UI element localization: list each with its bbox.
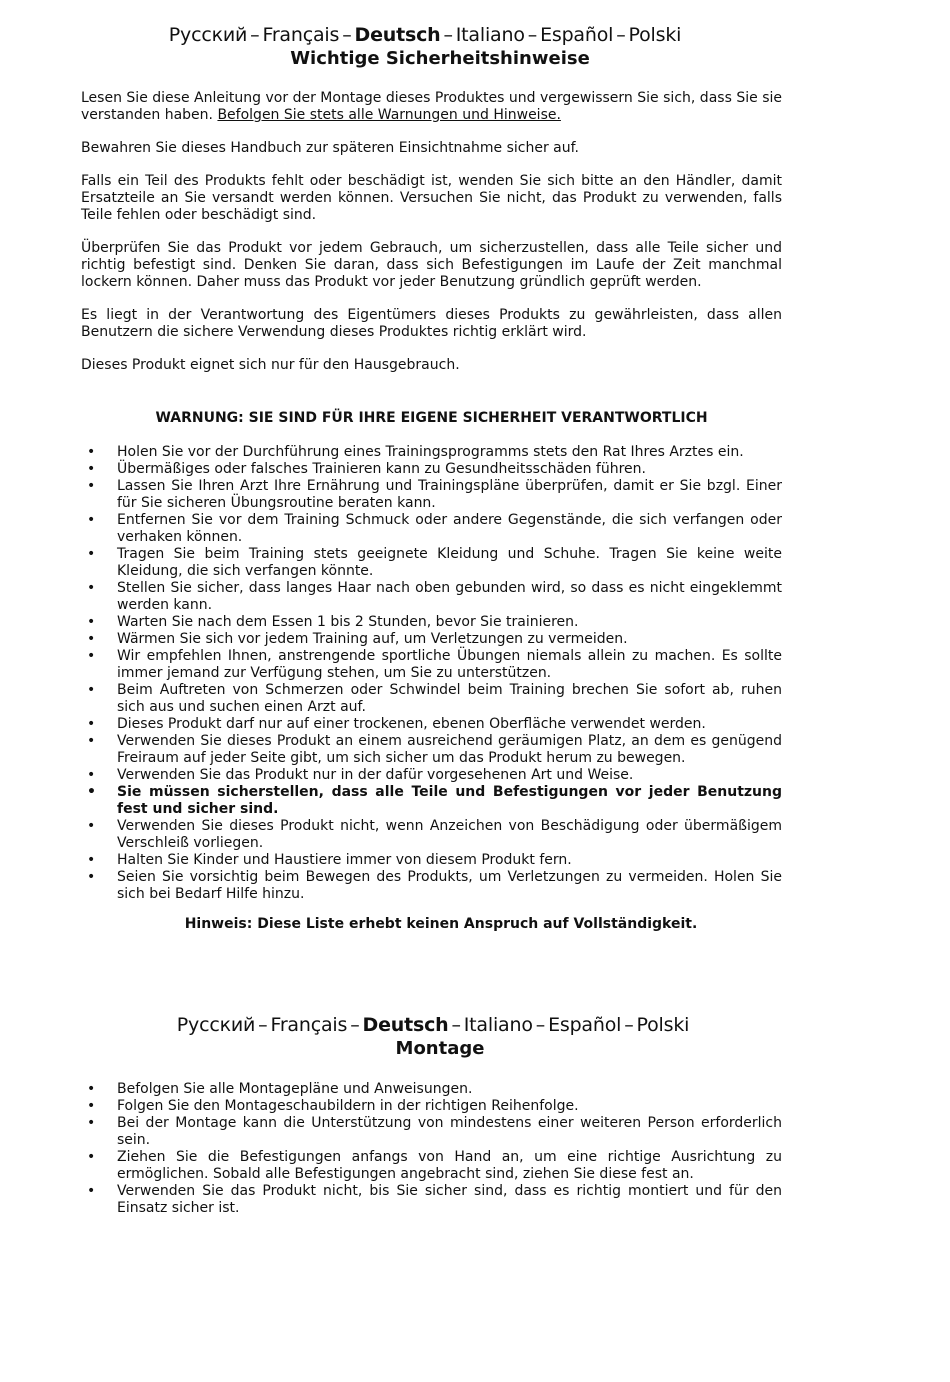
list-item: • Wärmen Sie sich vor jedem Training auf, um Verletzungen zu vermeiden. (81, 631, 782, 648)
intro-paragraph-6: Dieses Produkt eignet sich nur für den Hausgebrauch. (81, 357, 460, 373)
language-bar: Русский – Français – Deutsch – Italiano – Español – Polski (168, 24, 682, 46)
lang-polish: Polski (628, 24, 682, 46)
intro-p1-underlined: Befolgen Sie stets alle Warnungen und Hinweise. (217, 107, 561, 123)
list-item: • Verwenden Sie das Produkt nicht, bis Sie sicher sind, dass es richtig montiert und für den Einsatz sicher ist. (81, 1183, 782, 1217)
lang-spanish: Español (548, 1014, 622, 1036)
list-item: • Bei der Montage kann die Unterstützung von mindestens einer weiteren Person erforderlich sein. (81, 1115, 782, 1149)
assembly-list (81, 1081, 782, 1217)
lang-french: Français (262, 24, 340, 46)
list-item: • Folgen Sie den Montageschaubildern in der richtigen Reihenfolge. (81, 1098, 782, 1115)
intro-paragraph-1 (81, 90, 782, 124)
list-item: • Verwenden Sie dieses Produkt nicht, wenn Anzeichen von Beschädigung oder übermäßigem Verschleiß vorliegen. (81, 818, 782, 852)
intro-paragraph-3: Falls ein Teil des Produkts fehlt oder beschädigt ist, wenden Sie sich bitte an den Händler, damit Ersatzteile an Sie versandt werden können. Versuchen Sie nicht, das Produkt zu verwenden, falls Teile fehlen oder beschädigt sind. (81, 173, 782, 223)
warning-note: Hinweis: Diese Liste erhebt keinen Anspruch auf Vollständigkeit. (184, 916, 698, 932)
list-item: • Wir empfehlen Ihnen, anstrengende sportliche Übungen niemals allein zu machen. Es sollte immer jemand zur Verfügung stehen, um Sie zu unterstützen. (81, 648, 782, 682)
list-item: • Befolgen Sie alle Montagepläne und Anweisungen. (81, 1081, 782, 1098)
lang-italian: Italiano (455, 24, 525, 46)
list-item: • Verwenden Sie dieses Produkt an einem ausreichend geräumigen Platz, an dem es genügend Freiraum auf jeder Seite gibt, um sich sicher um das Produkt herum zu bewegen. (81, 733, 782, 767)
list-item: • Seien Sie vorsichtig beim Bewegen des Produkts, um Verletzungen zu vermeiden. Holen Sie sich bei Bedarf Hilfe hinzu. (81, 869, 782, 903)
lang-french: Français (270, 1014, 348, 1036)
list-item: • Holen Sie vor der Durchführung eines Trainingsprogramms stets den Rat Ihres Arztes ein. (81, 444, 782, 461)
intro-paragraph-5: Es liegt in der Verantwortung des Eigentümers dieses Produkts zu gewährleisten, dass allen Benutzern die sichere Verwendung dieses Produktes richtig erklärt wird. (81, 307, 782, 340)
warning-list (81, 444, 782, 903)
list-item: • Lassen Sie Ihren Arzt Ihre Ernährung und Trainingspläne überprüfen, damit er Sie bzgl. Einer für Sie sicheren Übungsroutine beraten kann. (81, 478, 782, 512)
lang-russian: Русский (168, 24, 248, 46)
lang-russian: Русский (176, 1014, 256, 1036)
language-bar: Русский – Français – Deutsch – Italiano – Español – Polski (176, 1014, 690, 1036)
section-title-safety: Wichtige Sicherheitshinweise (290, 48, 590, 69)
list-item: • Dieses Produkt darf nur auf einer trockenen, ebenen Oberfläche verwendet werden. (81, 716, 782, 733)
lang-german: Deutsch (354, 24, 441, 46)
intro-text (81, 90, 782, 390)
list-item: • Halten Sie Kinder und Haustiere immer von diesem Produkt fern. (81, 852, 782, 869)
list-item: • Sie müssen sicherstellen, dass alle Teile und Befestigungen vor jeder Benutzung fest und sicher sind. (81, 784, 782, 818)
list-item: • Verwenden Sie das Produkt nur in der dafür vorgesehenen Art und Weise. (81, 767, 782, 784)
lang-spanish: Español (540, 24, 614, 46)
list-item: • Ziehen Sie die Befestigungen anfangs von Hand an, um eine richtige Ausrichtung zu ermöglichen. Sobald alle Befestigungen angebracht sind, ziehen Sie diese fest an. (81, 1149, 782, 1183)
intro-paragraph-2: Bewahren Sie dieses Handbuch zur späteren Einsichtnahme sicher auf. (81, 140, 579, 156)
list-item: • Stellen Sie sicher, dass langes Haar nach oben gebunden wird, so dass es nicht eingeklemmt werden kann. (81, 580, 782, 614)
section-title-assembly: Montage (395, 1038, 485, 1059)
intro-p1-text: Lesen Sie diese Anleitung vor der Montage dieses Produktes und vergewissern Sie sich, dass Sie sie verstanden haben. (81, 90, 782, 123)
list-item: • Übermäßiges oder falsches Trainieren kann zu Gesundheitsschäden führen. (81, 461, 782, 478)
warning-heading: WARNUNG: SIE SIND FÜR IHRE EIGENE SICHERHEIT VERANTWORTLICH (155, 410, 708, 426)
lang-polish: Polski (636, 1014, 690, 1036)
lang-italian: Italiano (463, 1014, 533, 1036)
list-item: • Beim Auftreten von Schmerzen oder Schwindel beim Training brechen Sie sofort ab, ruhen sich aus und suchen einen Arzt auf. (81, 682, 782, 716)
lang-german: Deutsch (362, 1014, 449, 1036)
list-item: • Entfernen Sie vor dem Training Schmuck oder andere Gegenstände, die sich verfangen oder verhaken können. (81, 512, 782, 546)
list-item: • Warten Sie nach dem Essen 1 bis 2 Stunden, bevor Sie trainieren. (81, 614, 782, 631)
list-item: • Tragen Sie beim Training stets geeignete Kleidung und Schuhe. Tragen Sie keine weite Kleidung, die sich verfangen könnte. (81, 546, 782, 580)
intro-paragraph-4: Überprüfen Sie das Produkt vor jedem Gebrauch, um sicherzustellen, dass alle Teile sicher und richtig befestigt sind. Denken Sie daran, dass sich Befestigungen im Laufe der Zeit manchmal lockern können. Daher muss das Produkt vor jeder Benutzung gründlich geprüft werden. (81, 240, 782, 290)
